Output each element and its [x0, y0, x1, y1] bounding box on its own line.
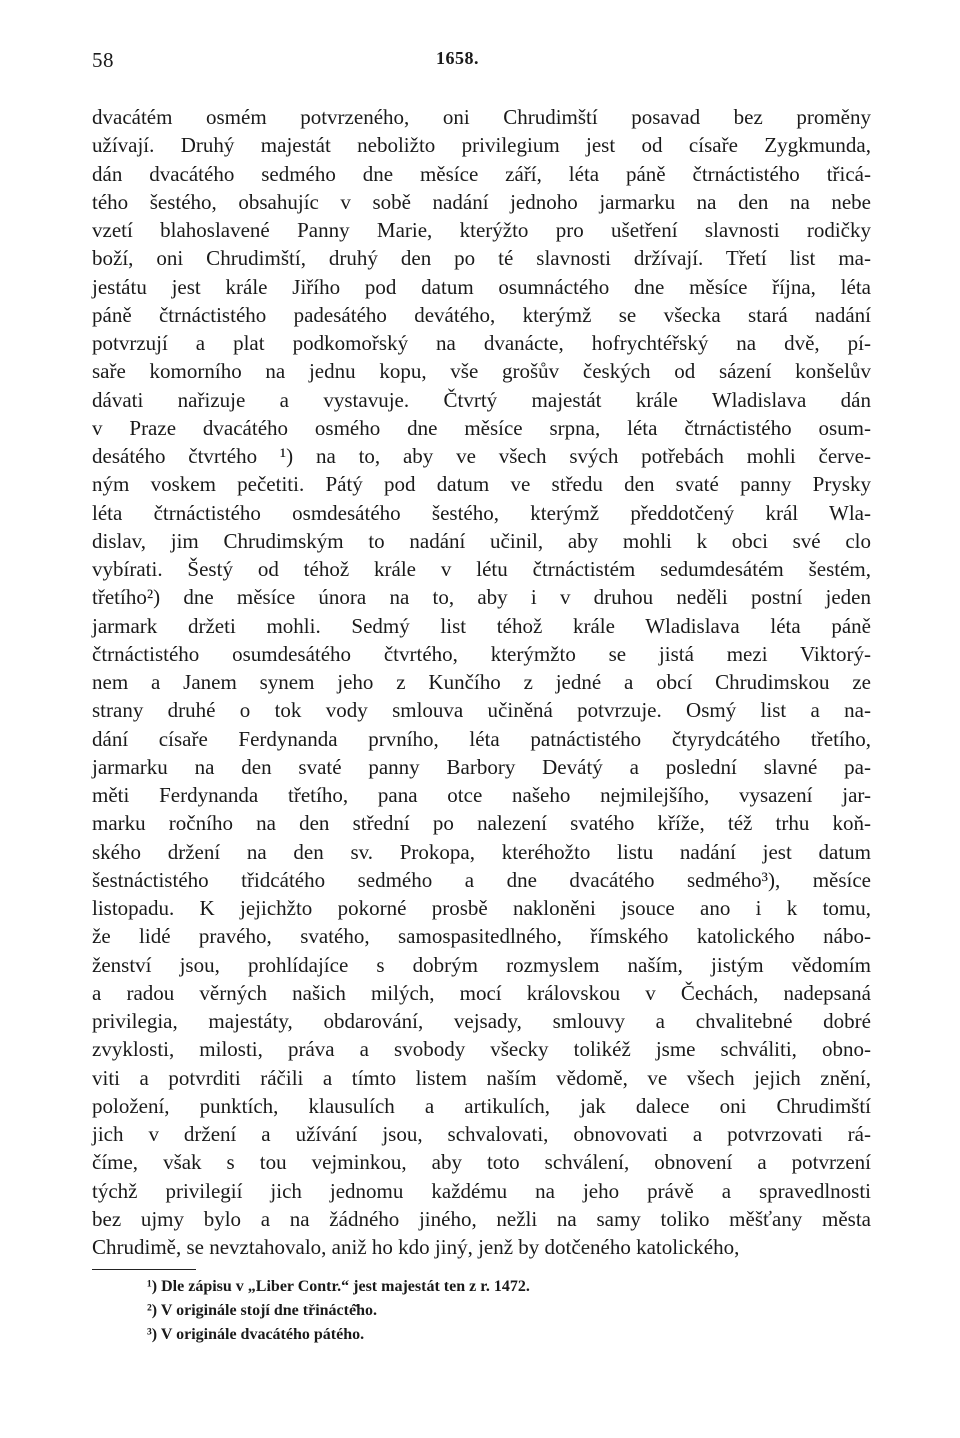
text-line: třetího²) dne měsíce února na to, aby i v druhou neděli postní jeden — [92, 585, 871, 610]
text-line: bez ujmy bylo a na žádného jiného, nežli na samy toliko měšťany města — [92, 1206, 871, 1231]
text-line: jich v držení a užívání jsou, schvalovati, obnovovati a potvrzovati rá- — [92, 1122, 871, 1146]
text-line: vybírati. Šestý od téhož krále v létu čtrnáctistém sedumdesátém šestém, — [92, 557, 871, 581]
text-line: jestátu jest krále Jiřího pod datum osumnáctého dne měsíce října, léta — [92, 274, 871, 299]
footnote-rule — [92, 1269, 196, 1270]
footnote: ¹) Dle zápisu v „Liber Contr.“ jest majestát ten z r. 1472. — [147, 1278, 530, 1295]
text-line: strany druhé o tok vody smlouva učiněná potvrzuje. Osmý list a na- — [92, 698, 871, 723]
text-line: Chrudimě, se nevztahovalo, aniž ho kdo jiný, jenž by dotčeného katolického, — [92, 1235, 740, 1259]
text-line: zvyklosti, milosti, práva a svobody všecky tolikéž jsme schváliti, obno- — [92, 1037, 871, 1062]
text-line: potvrzují a plat podkomořský na dvanácte, hofrychtéřský na dvě, pí- — [92, 331, 871, 355]
text-line: páně čtrnáctistého padesátého devátého, kterýmž se všecka stará nadání — [92, 302, 871, 327]
text-line: dvacátém osmém potvrzeného, oni Chrudimští posavad bez proměny — [92, 105, 871, 129]
text-line: ným voskem pečetiti. Pátý pod datum ve středu den svaté panny Prysky — [92, 472, 871, 497]
text-line: dání císaře Ferdynanda prvního, léta patnáctistého čtyrydcátého třetího, — [92, 726, 871, 751]
text-line: viti a potvrditi ráčili a tímto listem naším vědomě, ve všech jejich znění, — [92, 1065, 871, 1090]
footnotes — [147, 1275, 530, 1347]
text-line: položení, punktích, klausulích a artikulích, jak dalece oni Chrudimští — [92, 1093, 871, 1118]
text-line: dávati nařizuje a vystavuje. Čtvrtý majestát krále Wladislava dán — [92, 387, 871, 412]
text-line: desátého čtvrtého ¹) na to, aby ve všech svých potřebách mohli červe- — [92, 444, 871, 468]
text-line: marku ročního na den střední po nalezení svatého kříže, též trhu koň- — [92, 811, 871, 836]
text-line: týchž privilegií jich jednomu každému na jeho právě a spravedlnosti — [92, 1178, 871, 1203]
text-line: dán dvacátého sedmého dne měsíce září, léta páně čtrnáctistého třicá- — [92, 161, 871, 186]
text-line: ského držení na den sv. Prokopa, kteréhožto listu nadání jest datum — [92, 839, 871, 864]
body-text — [92, 103, 871, 1261]
text-line: privilegia, majestáty, obdarování, vejsady, smlouvy a chvalitebné dobré — [92, 1009, 871, 1033]
text-line: že lidé pravého, svatého, samospasitedlného, římského katolického nábo- — [92, 924, 871, 949]
text-line: jarmark držeti mohli. Sedmý list téhož krále Wladislava léta páně — [92, 613, 871, 638]
text-line: šestnáctistého třidcátého sedmého a dne dvacátého sedmého³), měsíce — [92, 867, 871, 892]
text-line: boží, oni Chrudimští, druhý den po té slavnosti držívají. Třetí list ma- — [92, 246, 871, 271]
text-line: nem a Janem synem jeho z Kunčího z jedné a obcí Chrudimskou ze — [92, 670, 871, 694]
text-line: měti Ferdynanda třetího, pana otce našeho nejmilejšího, vysazení jar- — [92, 783, 871, 807]
text-line: vzetí blahoslavené Panny Marie, kterýžto pro ušetření slavnosti rodičky — [92, 218, 871, 242]
page-number: 58 — [92, 48, 114, 72]
text-line: léta čtrnáctistého osmdesátého šestého, kterýmž předdotčený král Wla- — [92, 500, 871, 525]
text-line: saře komorního na jednu kopu, vše grošův českých od sázení konšelův — [92, 359, 871, 384]
text-line: listopadu. K jejichžto pokorné prosbě nakloněni jsouce ano i k tomu, — [92, 896, 871, 920]
text-line: užívají. Druhý majestát neboližto privilegium jest od císaře Zygkmunda, — [92, 133, 871, 158]
text-line: dislav, jim Chrudimským to nadání učinil, aby mohli k obci své clo — [92, 528, 871, 553]
footnote: ²) V originále stojí dne třinácté̆ho. — [147, 1302, 377, 1319]
text-line: ženství jsou, prohlídajíce s dobrým rozmyslem naším, jistým vědomím — [92, 952, 871, 977]
footnote: ³) V originále dvacátého pátého. — [147, 1326, 365, 1343]
text-line: a radou věrných našich milých, mocí královskou v Čechách, nadepsaná — [92, 980, 871, 1005]
text-line: jarmarku na den svaté panny Barbory Devátý a poslední slavné pa- — [92, 754, 871, 779]
text-line: v Praze dvacátého osmého dne měsíce srpna, léta čtrnáctistého osum- — [92, 415, 871, 440]
text-line: čtrnáctistého osumdesátého čtvrtého, kterýmžto se jistá mezi Viktorý- — [92, 641, 871, 666]
text-line: tého šestého, obsahujíc v sobě nadání jednoho jarmarku na den na nebe — [92, 189, 871, 214]
running-head: 1658. — [436, 48, 479, 68]
text-line: číme, však s tou vejminkou, aby toto schválení, obnovení a potvrzení — [92, 1150, 871, 1175]
